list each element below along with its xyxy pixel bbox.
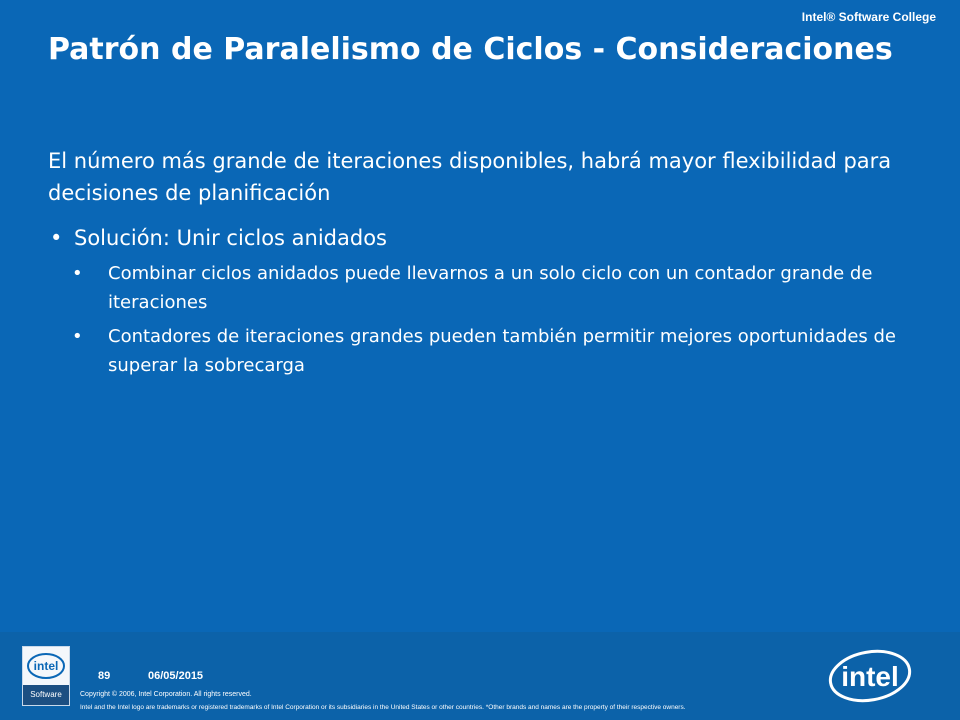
bullet-dot: • (72, 326, 83, 347)
slide-intro: El número más grande de iteraciones disponibles, habrá mayor flexibilidad para decisiones de planificación (48, 149, 892, 205)
footer (0, 632, 960, 720)
bullet-item (48, 222, 928, 254)
intel-wordmark: intel (33, 659, 59, 673)
intel-wordmark: intel (841, 661, 899, 692)
bullet-list (48, 222, 928, 380)
bullet-text: Solución: Unir ciclos anidados (74, 226, 387, 250)
copyright-text: Copyright © 2006, Intel Corporation. All rights reserved. (80, 691, 252, 698)
sub-bullet-item (72, 259, 928, 317)
brand-label: Intel® Software College (801, 10, 936, 24)
bullet-dot: • (72, 263, 83, 284)
intel-logo-icon (826, 646, 918, 704)
bullet-dot: • (50, 226, 63, 250)
sub-bullet-text: Contadores de iteraciones grandes pueden también permitir mejores oportunidades de superar la sobrecarga (108, 326, 897, 376)
software-label: Software (23, 685, 69, 705)
legal-text: Intel and the Intel logo are trademarks or registered trademarks of Intel Corporation or its subsidiaries in the United States or other countries. *Other brands and names are the property of their respective owners. (80, 704, 686, 711)
slide-date: 06/05/2015 (148, 670, 204, 682)
sub-bullet-text: Combinar ciclos anidados puede llevarnos a un solo ciclo con un contador grande de iteraciones (108, 263, 873, 313)
intel-software-logo-icon (22, 646, 70, 706)
sub-bullet-item (72, 322, 928, 380)
page-number: 89 (98, 670, 111, 682)
slide-title: Patrón de Paralelismo de Ciclos - Consideraciones (48, 32, 893, 67)
